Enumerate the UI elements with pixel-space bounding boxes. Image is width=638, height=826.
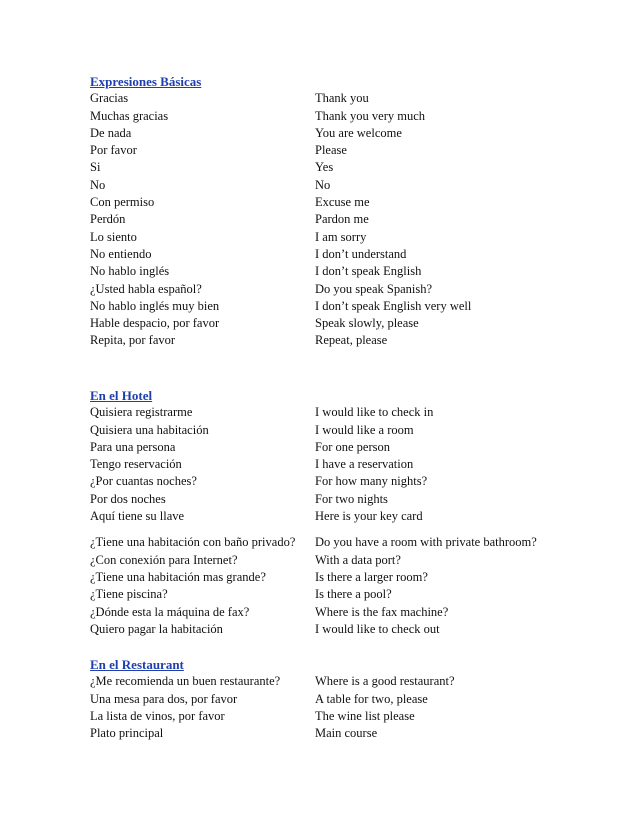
phrase-row xyxy=(90,229,560,246)
phrase-row xyxy=(90,194,560,211)
english-phrase: Do you speak Spanish? xyxy=(315,281,432,296)
spanish-phrase: ¿Usted habla español? xyxy=(90,281,202,296)
spanish-phrase: La lista de vinos, por favor xyxy=(90,708,225,723)
spanish-phrase: Tengo reservación xyxy=(90,457,182,472)
spanish-phrase: Una mesa para dos, por favor xyxy=(90,691,238,706)
english-phrase: Main course xyxy=(315,726,378,741)
section-heading: En el Hotel xyxy=(90,388,153,403)
phrase-row xyxy=(90,508,560,525)
phrase-row xyxy=(90,604,560,621)
phrase-group xyxy=(90,90,560,349)
english-phrase: Excuse me xyxy=(315,195,370,210)
english-phrase: A table for two, please xyxy=(315,691,428,706)
phrase-row xyxy=(90,621,560,638)
phrase-group xyxy=(90,404,560,525)
english-phrase: With a data port? xyxy=(315,552,401,567)
english-phrase: You are welcome xyxy=(315,125,402,140)
phrase-row xyxy=(90,298,560,315)
spanish-phrase: Aquí tiene su llave xyxy=(90,509,185,524)
spanish-phrase: Para una persona xyxy=(90,439,176,454)
spanish-phrase: Muchas gracias xyxy=(90,108,169,123)
spanish-phrase: No hablo inglés xyxy=(90,264,170,279)
phrase-row xyxy=(90,552,560,569)
group-spacer xyxy=(90,525,560,534)
spanish-phrase: Plato principal xyxy=(90,726,164,741)
english-phrase: Is there a pool? xyxy=(315,587,392,602)
spanish-phrase: Quisiera una habitación xyxy=(90,422,209,437)
phrase-row xyxy=(90,708,560,725)
spanish-phrase: Hable despacio, por favor xyxy=(90,316,220,331)
spanish-phrase: ¿Dónde esta la máquina de fax? xyxy=(90,604,250,619)
spanish-phrase: De nada xyxy=(90,125,132,140)
spanish-phrase: ¿Me recomienda un buen restaurante? xyxy=(90,674,281,689)
spanish-phrase: Quisiera registrarme xyxy=(90,405,193,420)
phrase-row xyxy=(90,246,560,263)
spanish-phrase: ¿Tiene piscina? xyxy=(90,587,168,602)
section-expresiones-basicas xyxy=(90,73,560,350)
english-phrase: Thank you xyxy=(315,91,369,106)
spanish-phrase: Si xyxy=(90,160,101,175)
phrase-row xyxy=(90,691,560,708)
section-en-el-restaurant xyxy=(90,656,560,742)
english-phrase: For two nights xyxy=(315,491,388,506)
spanish-phrase: No hablo inglés muy bien xyxy=(90,298,220,313)
spanish-phrase: Repita, por favor xyxy=(90,333,176,348)
spanish-phrase: Por favor xyxy=(90,143,137,158)
english-phrase: I would like to check out xyxy=(315,621,440,636)
spanish-phrase: Perdón xyxy=(90,212,126,227)
phrase-row xyxy=(90,159,560,176)
spanish-phrase: ¿Tiene una habitación con baño privado? xyxy=(90,535,296,550)
phrase-row xyxy=(90,332,560,349)
section-en-el-hotel xyxy=(90,387,560,638)
spanish-phrase: Quiero pagar la habitación xyxy=(90,621,223,636)
phrase-row xyxy=(90,534,560,551)
spanish-phrase: Lo siento xyxy=(90,229,137,244)
english-phrase: Where is a good restaurant? xyxy=(315,674,455,689)
phrase-row xyxy=(90,439,560,456)
section-heading: En el Restaurant xyxy=(90,657,184,672)
spanish-phrase: Gracias xyxy=(90,91,129,106)
spanish-phrase: Por dos noches xyxy=(90,491,166,506)
phrase-row xyxy=(90,177,560,194)
phrase-row xyxy=(90,725,560,742)
english-phrase: Pardon me xyxy=(315,212,369,227)
phrase-row xyxy=(90,142,560,159)
phrase-row xyxy=(90,263,560,280)
phrase-row xyxy=(90,422,560,439)
english-phrase: I am sorry xyxy=(315,229,367,244)
phrase-row xyxy=(90,569,560,586)
english-phrase: For how many nights? xyxy=(315,474,428,489)
phrase-row xyxy=(90,315,560,332)
phrase-row xyxy=(90,125,560,142)
english-phrase: I don’t speak English very well xyxy=(315,298,472,313)
spanish-phrase: No entiendo xyxy=(90,246,152,261)
english-phrase: Yes xyxy=(315,160,334,175)
phrase-row xyxy=(90,108,560,125)
english-phrase: The wine list please xyxy=(315,708,415,723)
english-phrase: I don’t understand xyxy=(315,246,407,261)
english-phrase: Is there a larger room? xyxy=(315,569,428,584)
phrase-group xyxy=(90,673,560,742)
english-phrase: Speak slowly, please xyxy=(315,316,419,331)
english-phrase: Do you have a room with private bathroom? xyxy=(315,535,537,550)
spanish-phrase: ¿Con conexión para Internet? xyxy=(90,552,238,567)
english-phrase: Thank you very much xyxy=(315,108,426,123)
phrase-row xyxy=(90,491,560,508)
english-phrase: Please xyxy=(315,143,347,158)
phrase-row xyxy=(90,281,560,298)
english-phrase: I would like to check in xyxy=(315,405,434,420)
phrase-row xyxy=(90,586,560,603)
phrase-row xyxy=(90,211,560,228)
section-heading: Expresiones Básicas xyxy=(90,74,202,89)
phrase-group xyxy=(90,534,560,638)
english-phrase: I have a reservation xyxy=(315,457,414,472)
english-phrase: I would like a room xyxy=(315,422,414,437)
spanish-phrase: Con permiso xyxy=(90,195,155,210)
spanish-phrase: No xyxy=(90,177,106,192)
english-phrase: Repeat, please xyxy=(315,333,388,348)
english-phrase: For one person xyxy=(315,439,390,454)
spanish-phrase: ¿Tiene una habitación mas grande? xyxy=(90,569,266,584)
phrase-row xyxy=(90,456,560,473)
phrase-row xyxy=(90,473,560,490)
english-phrase: No xyxy=(315,177,331,192)
phrase-row xyxy=(90,404,560,421)
phrase-row xyxy=(90,673,560,690)
english-phrase: Here is your key card xyxy=(315,509,423,524)
spanish-phrase: ¿Por cuantas noches? xyxy=(90,474,197,489)
phrase-row xyxy=(90,90,560,107)
english-phrase: I don’t speak English xyxy=(315,264,422,279)
english-phrase: Where is the fax machine? xyxy=(315,604,449,619)
